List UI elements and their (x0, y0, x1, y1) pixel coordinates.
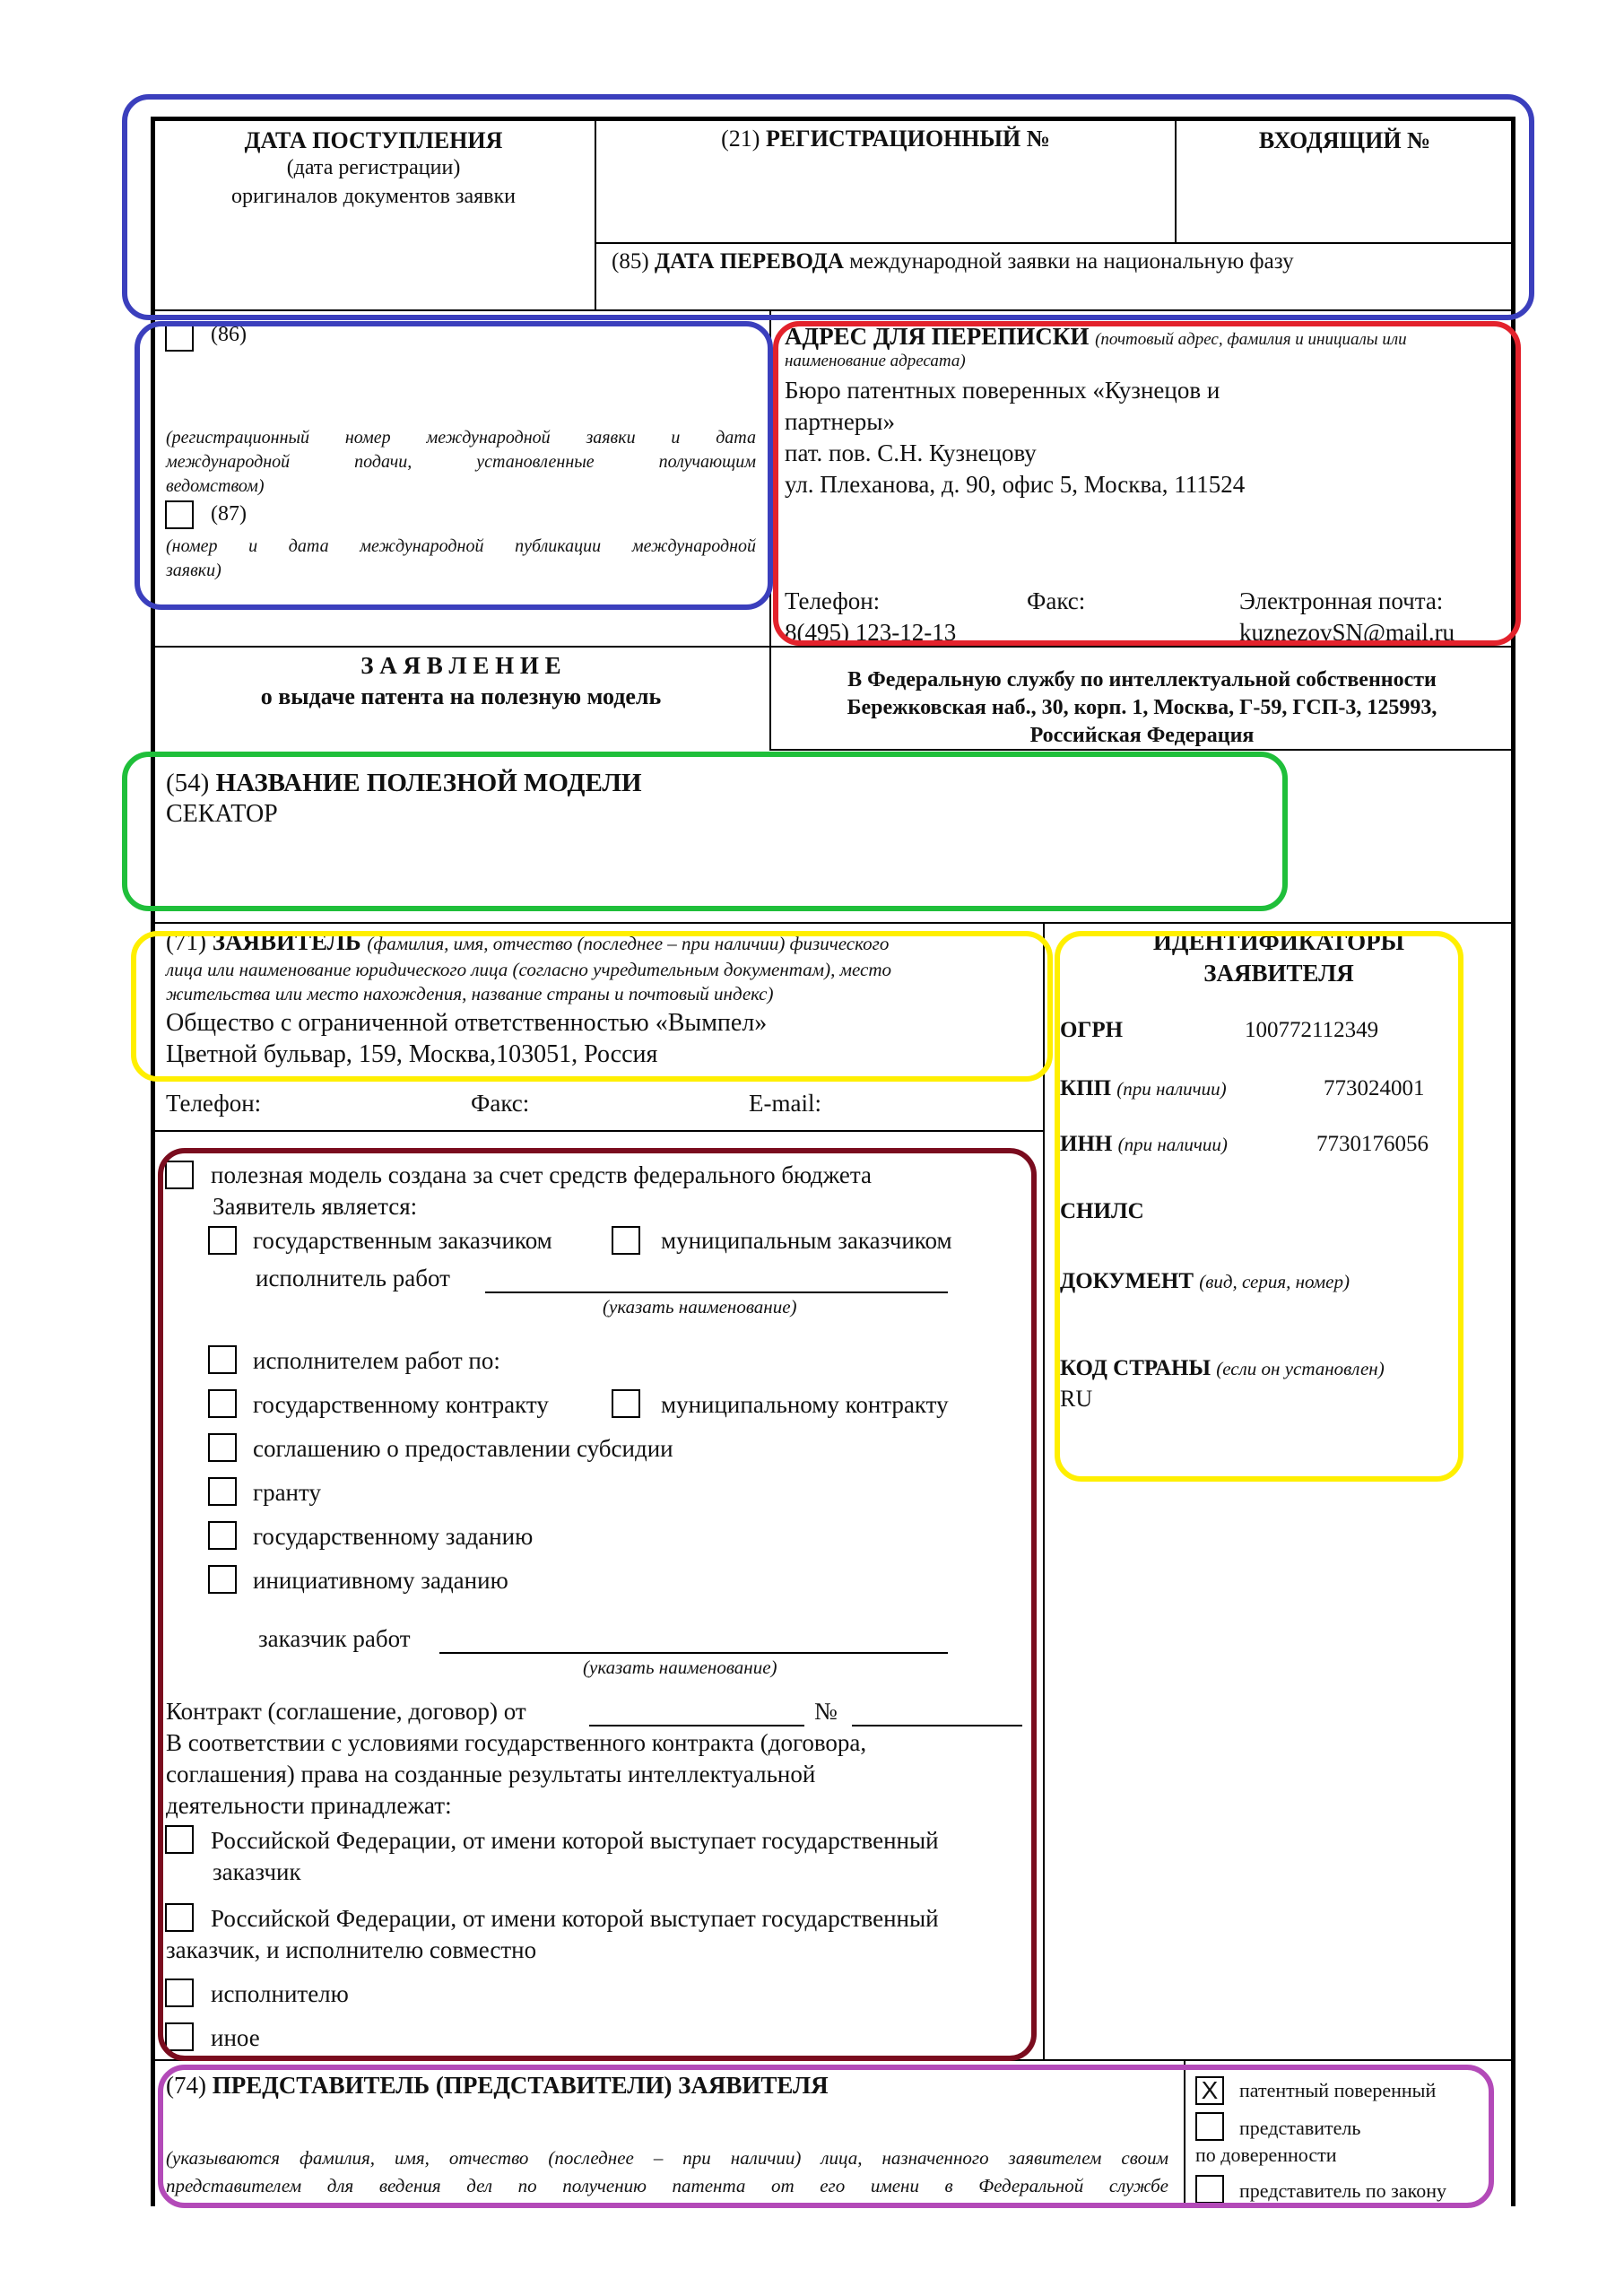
rights-other-label: иное (211, 2024, 260, 2051)
form-border-left (151, 117, 155, 2206)
field-title: ЗАЯВИТЕЛЬ (212, 928, 361, 955)
rospatent-address: Бережковская наб., 30, корп. 1, Москва, Г-59, ГСП-3, 125993, (847, 696, 1437, 719)
checkbox-state-contract[interactable] (208, 1389, 237, 1418)
applicant-hint: лица или наименование юридического лица (согласно учредительным документам), место (166, 959, 892, 980)
municipal-customer-label: муниципальным заказчиком (661, 1227, 952, 1254)
statement-subtitle: о выдаче патента на полезную модель (260, 683, 662, 709)
model-name-value: СЕКАТОР (166, 800, 278, 828)
date-received-sub: (дата регистрации) (286, 156, 461, 179)
checkbox-executor[interactable] (208, 1345, 237, 1374)
state-task-label: государственному заданию (253, 1523, 534, 1550)
checkbox-rights-rf[interactable] (165, 1825, 194, 1854)
subsidy-label: соглашению о предоставлении субсидии (253, 1435, 673, 1462)
field-title: РЕГИСТРАЦИОННЫЙ № (765, 126, 1050, 152)
representative-label (166, 2072, 829, 2100)
field-rest: международной заявки на национальную фазу (849, 249, 1294, 274)
field-title: ПРЕДСТАВИТЕЛЬ (ПРЕДСТАВИТЕЛИ) ЗАЯВИТЕЛЯ (212, 2072, 829, 2099)
snils-label: СНИЛС (1060, 1199, 1144, 1223)
rospatent-address: Российская Федерация (1029, 724, 1255, 747)
checkbox-state-task[interactable] (208, 1521, 237, 1550)
grant-label: гранту (253, 1479, 321, 1506)
transfer-date-label (612, 249, 1294, 274)
field-code: (54) (166, 769, 210, 797)
field-hint: (при наличии) (1116, 1078, 1227, 1100)
applicant-name: Общество с ограниченной ответственностью «Вымпел» (166, 1009, 768, 1037)
correspondence-hint: наименование адресата) (785, 352, 966, 370)
representative-hint: (указываются фамилия, имя, отчество (последнее – при наличии) лица, назначенного заявителем своим (166, 2147, 1168, 2169)
divider (152, 1130, 1045, 1132)
divider (1043, 922, 1045, 2061)
state-contract-label: государственному контракту (253, 1391, 549, 1418)
checkbox-municipal-customer[interactable] (612, 1226, 640, 1255)
form-border-top (151, 117, 1515, 121)
applicant-hint: жительства или место нахождения, название страны и почтовый индекс) (166, 983, 774, 1004)
field-code: (74) (166, 2072, 206, 2099)
patent-attorney-label: патентный поверенный (1239, 2079, 1437, 2101)
state-customer-label: государственным заказчиком (253, 1227, 552, 1254)
specify-name-hint: (указать наименование) (583, 1657, 777, 1678)
note-86: (регистрационный номер международной заявки и дата (166, 428, 756, 448)
contract-from-label: Контракт (соглашение, договор) от (166, 1698, 526, 1725)
initiative-task-label: инициативному заданию (253, 1567, 508, 1594)
executor-label: исполнителем работ по: (253, 1347, 500, 1374)
form-border-right (1511, 117, 1515, 2206)
checkbox-initiative-task[interactable] (208, 1565, 237, 1594)
statement-title: З А Я В Л Е Н И Е (360, 652, 561, 679)
document-label (1060, 1269, 1350, 1294)
checkbox-proxy[interactable] (1195, 2112, 1224, 2141)
applicant-label (166, 928, 889, 956)
identifiers-title: ИДЕНТИФИКАТОРЫ (1152, 928, 1405, 955)
ogrn-value: 100772112349 (1245, 1018, 1379, 1042)
checkbox-federal-budget[interactable] (165, 1161, 194, 1189)
field-title: ДОКУМЕНТ (1060, 1269, 1194, 1293)
note-86: ведомством) (166, 476, 265, 496)
municipal-contract-label: муниципальному контракту (661, 1391, 949, 1418)
checkbox-86[interactable] (165, 323, 194, 352)
rights-text: В соответствии с условиями государственного контракта (договора, (166, 1729, 867, 1756)
contract-date-line[interactable] (589, 1725, 804, 1726)
code-86: (86) (211, 323, 247, 346)
applicant-phone-label: Телефон: (166, 1090, 262, 1117)
customer-label: заказчик работ (258, 1625, 411, 1652)
code-87: (87) (211, 502, 247, 526)
model-name-label (166, 769, 642, 798)
customer-name-line[interactable] (439, 1652, 948, 1654)
ogrn-label: ОГРН (1060, 1018, 1124, 1042)
inn-label (1060, 1132, 1228, 1157)
correspondence-address: партнеры» (785, 408, 895, 435)
specify-name-hint: (указать наименование) (603, 1296, 797, 1318)
federal-budget-label: полезная модель создана за счет средств федерального бюджета (211, 1161, 872, 1188)
field-code: (71) (166, 928, 206, 955)
field-hint: (фамилия, имя, отчество (последнее – при наличии) физического (367, 933, 890, 954)
checkbox-municipal-contract[interactable] (612, 1389, 640, 1418)
divider (152, 922, 1513, 924)
correspondence-email-label: Электронная почта: (1239, 587, 1444, 614)
rights-joint-label: Российской Федерации, от имени которой выступает государственный (211, 1905, 939, 1932)
applicant-is-label: Заявитель является: (213, 1193, 418, 1220)
rights-rf-label: Российской Федерации, от имени которой выступает государственный (211, 1827, 939, 1854)
kpp-label (1060, 1076, 1227, 1101)
rights-rf-label: заказчик (213, 1858, 301, 1885)
checkbox-by-law[interactable] (1195, 2175, 1224, 2204)
divider (769, 749, 1513, 751)
rights-text: деятельности принадлежат: (166, 1792, 452, 1819)
number-sign: № (814, 1698, 838, 1725)
date-received-title: ДАТА ПОСТУПЛЕНИЯ (244, 127, 503, 153)
identifiers-title: ЗАЯВИТЕЛЯ (1203, 960, 1354, 987)
country-code-label (1060, 1356, 1385, 1381)
checkbox-rights-joint[interactable] (165, 1903, 194, 1932)
rights-executor-label: исполнителю (211, 1980, 349, 2007)
divider (152, 2059, 1513, 2061)
applicant-address: Цветной бульвар, 159, Москва,103051, Россия (166, 1040, 658, 1068)
kpp-value: 773024001 (1324, 1076, 1425, 1100)
proxy-label: по доверенности (1195, 2144, 1337, 2166)
proxy-label: представитель (1239, 2117, 1361, 2139)
rights-text: соглашения) права на созданные результаты интеллектуальной (166, 1761, 816, 1787)
note-86: международной подачи, установленные получающим (166, 452, 756, 472)
rights-joint-label: заказчик, и исполнителю совместно (166, 1936, 537, 1963)
contract-number-line[interactable] (852, 1725, 1022, 1726)
correspondence-address: Бюро патентных поверенных «Кузнецов и (785, 377, 1220, 404)
note-87: заявки) (166, 561, 221, 580)
field-hint: (вид, серия, номер) (1199, 1271, 1350, 1292)
checkbox-grant[interactable] (208, 1477, 237, 1506)
correspondence-phone-label: Телефон: (785, 587, 881, 614)
checkbox-87[interactable] (165, 500, 194, 529)
divider (595, 242, 1513, 244)
field-code: (85) (612, 249, 649, 274)
field-title: КОД СТРАНЫ (1060, 1356, 1211, 1380)
contractor-name-line[interactable] (485, 1292, 948, 1293)
field-title: ДАТА ПЕРЕВОДА (654, 249, 844, 274)
representative-hint: представителем для ведения дел по получению патента от его имени в Федеральной службе (166, 2175, 1168, 2196)
field-title: КПП (1060, 1076, 1112, 1100)
correspondence-title (785, 323, 1407, 351)
field-title: ИНН (1060, 1132, 1113, 1156)
note-87: (номер и дата международной публикации международной (166, 536, 756, 556)
registration-number-label (596, 126, 1175, 152)
date-received-sub: оригиналов документов заявки (231, 185, 516, 208)
correspondence-email-value: kuznezovSN@mail.ru (1239, 619, 1455, 646)
field-hint: (почтовый адрес, фамилия и инициалы или (1095, 330, 1407, 349)
divider (1184, 2059, 1185, 2203)
field-code: (21) (721, 126, 760, 152)
checkbox-state-customer[interactable] (208, 1226, 237, 1255)
contractor-label: исполнитель работ (256, 1265, 450, 1292)
correspondence-fax-label: Факс: (1027, 587, 1086, 614)
checkbox-rights-executor[interactable] (165, 1979, 194, 2007)
checkbox-subsidy[interactable] (208, 1433, 237, 1462)
field-title: НАЗВАНИЕ ПОЛЕЗНОЙ МОДЕЛИ (215, 769, 642, 797)
inn-value: 7730176056 (1316, 1132, 1429, 1156)
checkbox-patent-attorney[interactable]: X (1195, 2076, 1224, 2105)
applicant-email-label: E-mail: (749, 1090, 821, 1117)
correspondence-phone-value: 8(495) 123-12-13 (785, 619, 957, 646)
checkbox-rights-other[interactable] (165, 2022, 194, 2051)
country-code-value: RU (1060, 1386, 1093, 1412)
field-hint: (если он установлен) (1216, 1358, 1385, 1379)
applicant-fax-label: Факс: (471, 1090, 530, 1117)
field-hint: (при наличии) (1117, 1134, 1228, 1155)
incoming-number-label: ВХОДЯЩИЙ № (1258, 127, 1431, 153)
rospatent-address: В Федеральную службу по интеллектуальной собственности (847, 668, 1437, 691)
divider (152, 309, 1513, 311)
correspondence-address: пат. пов. С.Н. Кузнецову (785, 439, 1037, 466)
by-law-label: представитель по закону (1239, 2179, 1446, 2202)
correspondence-address: ул. Плеханова, д. 90, офис 5, Москва, 111524 (785, 471, 1246, 498)
field-title: АДРЕС ДЛЯ ПЕРЕПИСКИ (785, 323, 1090, 350)
